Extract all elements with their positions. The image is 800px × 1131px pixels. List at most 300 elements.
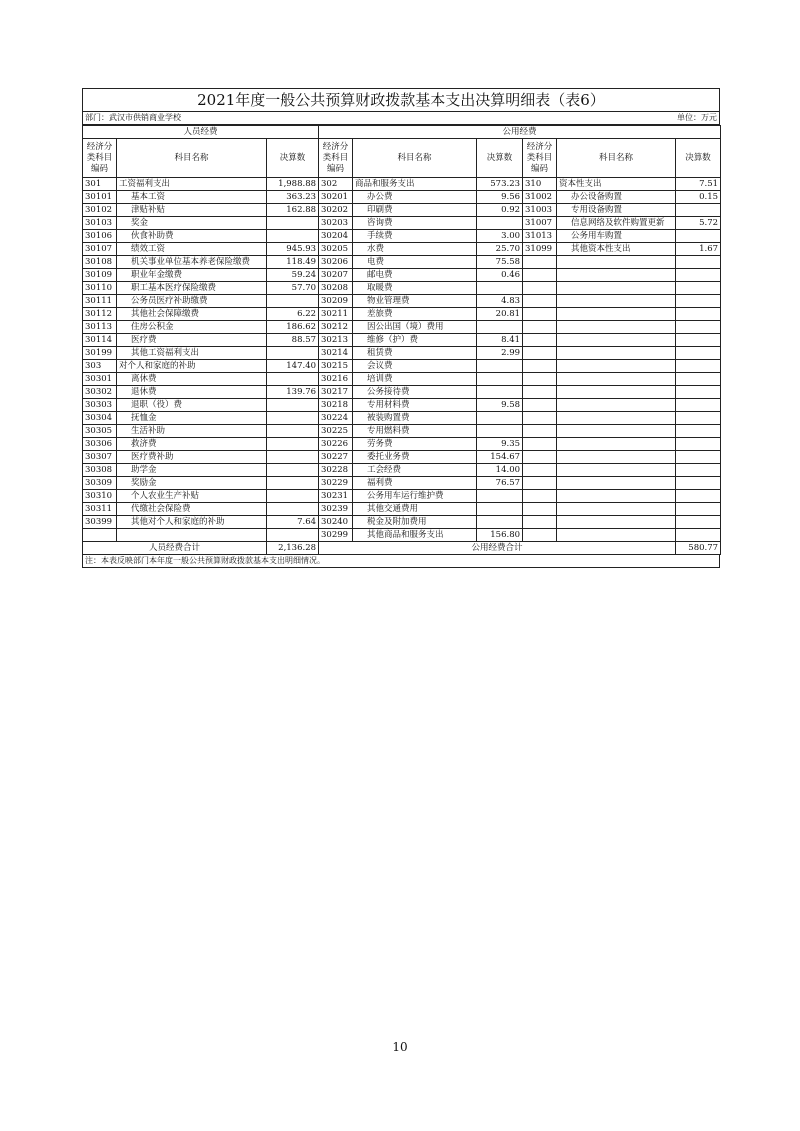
footnote: 注：本表反映部门本年度一般公共预算财政拨款基本支出明细情况。 [82,555,720,568]
report-sheet [82,88,720,568]
amount-cell [676,321,721,334]
table-row [83,438,721,451]
name-cell: 机关事业单位基本养老保险缴费 [117,256,267,269]
table-row [83,399,721,412]
amount-cell [676,373,721,386]
amount-cell: 0.46 [477,269,523,282]
name-cell: 医疗费 [117,334,267,347]
code-cell [523,360,557,373]
amount-cell: 75.58 [477,256,523,269]
name-cell [557,321,676,334]
name-cell [557,282,676,295]
name-cell: 生活补助 [117,425,267,438]
code-cell [523,308,557,321]
code-cell [523,321,557,334]
amount-cell: 76.57 [477,477,523,490]
table-row [83,464,721,477]
code-cell: 30111 [83,295,117,308]
name-cell: 劳务费 [353,438,477,451]
table-row [83,334,721,347]
name-cell: 手续费 [353,230,477,243]
code-cell: 30209 [319,295,353,308]
code-cell: 30227 [319,451,353,464]
code-cell: 30308 [83,464,117,477]
section-personnel: 人员经费 [83,126,319,139]
amount-cell [676,490,721,503]
code-cell [523,503,557,516]
code-cell: 30306 [83,438,117,451]
amount-cell [676,503,721,516]
header-name-1: 科目名称 [117,139,267,178]
table-row [83,321,721,334]
table-row [83,425,721,438]
code-cell [523,347,557,360]
public-total-value: 580.77 [676,542,721,555]
name-cell: 因公出国（境）费用 [353,321,477,334]
totals-row [83,542,721,555]
column-header-row [83,139,721,178]
name-cell: 其他交通费用 [353,503,477,516]
code-cell [523,438,557,451]
name-cell [117,529,267,542]
amount-cell: 363.23 [267,191,319,204]
amount-cell [676,308,721,321]
name-cell: 取暖费 [353,282,477,295]
amount-cell [676,386,721,399]
name-cell [557,503,676,516]
amount-cell [267,399,319,412]
amount-cell: 3.00 [477,230,523,243]
amount-cell [267,230,319,243]
code-cell: 30302 [83,386,117,399]
name-cell: 救济费 [117,438,267,451]
expenditure-table [82,125,721,555]
amount-cell [477,360,523,373]
header-code-1: 经济分类科目编码 [83,139,117,178]
unit-label: 单位：万元 [677,113,717,122]
amount-cell: 573.23 [477,178,523,191]
name-cell: 助学金 [117,464,267,477]
code-cell: 302 [319,178,353,191]
code-cell: 30107 [83,243,117,256]
code-cell: 30109 [83,269,117,282]
amount-cell: 9.35 [477,438,523,451]
code-cell: 30212 [319,321,353,334]
name-cell: 被装购置费 [353,412,477,425]
code-cell [523,425,557,438]
code-cell [523,256,557,269]
amount-cell: 14.00 [477,464,523,477]
name-cell [557,464,676,477]
name-cell: 公务用车运行维护费 [353,490,477,503]
code-cell [523,412,557,425]
code-cell [523,451,557,464]
code-cell [523,477,557,490]
name-cell: 其他商品和服务支出 [353,529,477,542]
report-meta [82,111,720,125]
header-code-2: 经济分类科目编码 [319,139,353,178]
table-row [83,386,721,399]
code-cell: 30229 [319,477,353,490]
code-cell: 30226 [319,438,353,451]
amount-cell [676,269,721,282]
table-row [83,490,721,503]
code-cell: 30211 [319,308,353,321]
code-cell: 30228 [319,464,353,477]
personnel-total-label: 人员经费合计 [83,542,267,555]
report-title: 2021年度一般公共预算财政拨款基本支出决算明细表（表6） [82,88,720,111]
amount-cell [267,503,319,516]
name-cell: 专用燃料费 [353,425,477,438]
code-cell: 30108 [83,256,117,269]
amount-cell [477,386,523,399]
name-cell: 专用材料费 [353,399,477,412]
table-row [83,243,721,256]
header-amount-3: 决算数 [676,139,721,178]
public-total-label: 公用经费合计 [319,542,676,555]
code-cell: 30102 [83,204,117,217]
amount-cell [267,451,319,464]
personnel-total-value: 2,136.28 [267,542,319,555]
table-row [83,295,721,308]
code-cell: 31013 [523,230,557,243]
amount-cell [267,295,319,308]
amount-cell [477,490,523,503]
code-cell [523,516,557,529]
table-row [83,282,721,295]
name-cell: 基本工资 [117,191,267,204]
code-cell: 30114 [83,334,117,347]
table-row [83,230,721,243]
name-cell: 奖金 [117,217,267,230]
table-row [83,477,721,490]
code-cell [523,334,557,347]
amount-cell [267,438,319,451]
amount-cell: 0.92 [477,204,523,217]
name-cell: 对个人和家庭的补助 [117,360,267,373]
name-cell: 专用设备购置 [557,204,676,217]
name-cell: 工资福利支出 [117,178,267,191]
amount-cell [676,347,721,360]
amount-cell: 9.56 [477,191,523,204]
amount-cell: 945.93 [267,243,319,256]
amount-cell: 1,988.88 [267,178,319,191]
name-cell [557,386,676,399]
amount-cell: 7.51 [676,178,721,191]
amount-cell: 8.41 [477,334,523,347]
amount-cell: 4.83 [477,295,523,308]
name-cell [557,516,676,529]
amount-cell: 139.76 [267,386,319,399]
amount-cell: 1.67 [676,243,721,256]
name-cell: 商品和服务支出 [353,178,477,191]
amount-cell: 186.62 [267,321,319,334]
name-cell: 公务接待费 [353,386,477,399]
table-row [83,347,721,360]
code-cell: 30215 [319,360,353,373]
name-cell: 福利费 [353,477,477,490]
table-row [83,412,721,425]
code-cell [83,529,117,542]
amount-cell: 156.80 [477,529,523,542]
name-cell: 印刷费 [353,204,477,217]
code-cell: 303 [83,360,117,373]
code-cell: 30112 [83,308,117,321]
name-cell: 其他对个人和家庭的补助 [117,516,267,529]
code-cell: 30217 [319,386,353,399]
code-cell [523,269,557,282]
code-cell [523,399,557,412]
header-name-2: 科目名称 [353,139,477,178]
amount-cell [676,529,721,542]
amount-cell [477,321,523,334]
amount-cell: 147.40 [267,360,319,373]
name-cell [557,347,676,360]
amount-cell [477,425,523,438]
name-cell [557,412,676,425]
table-row [83,204,721,217]
code-cell: 30202 [319,204,353,217]
name-cell [557,399,676,412]
name-cell [557,373,676,386]
table-row [83,256,721,269]
name-cell [557,256,676,269]
code-cell: 30225 [319,425,353,438]
amount-cell: 6.22 [267,308,319,321]
code-cell: 30213 [319,334,353,347]
amount-cell [676,334,721,347]
code-cell: 30207 [319,269,353,282]
code-cell: 301 [83,178,117,191]
table-row [83,451,721,464]
name-cell [557,529,676,542]
name-cell: 培训费 [353,373,477,386]
amount-cell: 88.57 [267,334,319,347]
amount-cell: 0.15 [676,191,721,204]
amount-cell [267,529,319,542]
name-cell: 津贴补贴 [117,204,267,217]
name-cell [557,360,676,373]
code-cell: 30214 [319,347,353,360]
name-cell: 物业管理费 [353,295,477,308]
amount-cell [676,282,721,295]
amount-cell [267,490,319,503]
name-cell: 公务员医疗补助缴费 [117,295,267,308]
name-cell: 税金及附加费用 [353,516,477,529]
code-cell: 30299 [319,529,353,542]
name-cell: 会议费 [353,360,477,373]
department-label: 部门：武汉市供销商业学校 [85,113,181,122]
code-cell: 30204 [319,230,353,243]
amount-cell [676,516,721,529]
name-cell [557,451,676,464]
code-cell: 30201 [319,191,353,204]
name-cell: 抚恤金 [117,412,267,425]
name-cell [557,438,676,451]
amount-cell [267,425,319,438]
name-cell: 邮电费 [353,269,477,282]
amount-cell: 57.70 [267,282,319,295]
code-cell: 30216 [319,373,353,386]
name-cell [557,308,676,321]
code-cell [523,529,557,542]
amount-cell [676,451,721,464]
page-number: 10 [392,1040,408,1054]
name-cell: 个人农业生产补贴 [117,490,267,503]
amount-cell [477,282,523,295]
name-cell: 离休费 [117,373,267,386]
name-cell: 伙食补助费 [117,230,267,243]
name-cell: 职工基本医疗保险缴费 [117,282,267,295]
amount-cell [676,399,721,412]
amount-cell [676,295,721,308]
code-cell: 31099 [523,243,557,256]
amount-cell [267,217,319,230]
code-cell: 30303 [83,399,117,412]
header-amount-2: 决算数 [477,139,523,178]
amount-cell [676,256,721,269]
code-cell: 30240 [319,516,353,529]
amount-cell: 20.81 [477,308,523,321]
name-cell [557,490,676,503]
header-amount-1: 决算数 [267,139,319,178]
name-cell: 租赁费 [353,347,477,360]
code-cell: 30206 [319,256,353,269]
code-cell: 31007 [523,217,557,230]
name-cell: 代缴社会保险费 [117,503,267,516]
name-cell: 公务用车购置 [557,230,676,243]
code-cell [523,464,557,477]
code-cell: 30224 [319,412,353,425]
name-cell: 咨询费 [353,217,477,230]
name-cell: 办公设备购置 [557,191,676,204]
code-cell: 30307 [83,451,117,464]
amount-cell [676,438,721,451]
name-cell: 奖励金 [117,477,267,490]
code-cell: 30101 [83,191,117,204]
code-cell: 30305 [83,425,117,438]
code-cell: 310 [523,178,557,191]
name-cell: 工会经费 [353,464,477,477]
table-row [83,191,721,204]
amount-cell [676,360,721,373]
name-cell: 维修（护）费 [353,334,477,347]
table-row [83,516,721,529]
amount-cell [477,217,523,230]
amount-cell [676,425,721,438]
amount-cell [477,412,523,425]
name-cell: 电费 [353,256,477,269]
name-cell: 资本性支出 [557,178,676,191]
amount-cell: 154.67 [477,451,523,464]
code-cell: 30203 [319,217,353,230]
code-cell: 30205 [319,243,353,256]
code-cell [523,373,557,386]
name-cell [557,269,676,282]
name-cell: 住房公积金 [117,321,267,334]
name-cell: 水费 [353,243,477,256]
name-cell: 职业年金缴费 [117,269,267,282]
amount-cell: 59.24 [267,269,319,282]
amount-cell: 5.72 [676,217,721,230]
name-cell: 差旅费 [353,308,477,321]
amount-cell [676,464,721,477]
amount-cell [267,412,319,425]
code-cell: 30239 [319,503,353,516]
table-row [83,308,721,321]
table-row [83,373,721,386]
code-cell: 30304 [83,412,117,425]
name-cell: 信息网络及软件购置更新 [557,217,676,230]
code-cell: 31003 [523,204,557,217]
code-cell: 30208 [319,282,353,295]
name-cell: 委托业务费 [353,451,477,464]
amount-cell [477,373,523,386]
amount-cell [676,477,721,490]
name-cell: 医疗费补助 [117,451,267,464]
code-cell: 30311 [83,503,117,516]
code-cell: 30199 [83,347,117,360]
table-row [83,178,721,191]
amount-cell: 25.70 [477,243,523,256]
amount-cell [676,412,721,425]
code-cell: 30231 [319,490,353,503]
code-cell: 30218 [319,399,353,412]
table-row [83,217,721,230]
amount-cell [267,347,319,360]
section-public: 公用经费 [319,126,721,139]
amount-cell: 7.64 [267,516,319,529]
header-code-3: 经济分类科目编码 [523,139,557,178]
code-cell: 30113 [83,321,117,334]
name-cell: 其他社会保障缴费 [117,308,267,321]
name-cell: 退休费 [117,386,267,399]
name-cell: 其他资本性支出 [557,243,676,256]
code-cell: 30103 [83,217,117,230]
code-cell [523,282,557,295]
name-cell: 绩效工资 [117,243,267,256]
code-cell: 30110 [83,282,117,295]
code-cell [523,386,557,399]
amount-cell [477,516,523,529]
amount-cell [676,230,721,243]
amount-cell [477,503,523,516]
section-header-row [83,126,721,139]
name-cell: 其他工资福利支出 [117,347,267,360]
name-cell: 退职（役）费 [117,399,267,412]
table-row [83,503,721,516]
amount-cell [267,373,319,386]
amount-cell: 118.49 [267,256,319,269]
name-cell [557,295,676,308]
code-cell [523,490,557,503]
amount-cell [676,204,721,217]
name-cell: 办公费 [353,191,477,204]
table-row [83,529,721,542]
code-cell [523,295,557,308]
code-cell: 30301 [83,373,117,386]
code-cell: 30309 [83,477,117,490]
code-cell: 31002 [523,191,557,204]
amount-cell [267,477,319,490]
name-cell [557,334,676,347]
name-cell [557,477,676,490]
table-row [83,360,721,373]
name-cell [557,425,676,438]
amount-cell: 9.58 [477,399,523,412]
amount-cell: 162.88 [267,204,319,217]
amount-cell [267,464,319,477]
